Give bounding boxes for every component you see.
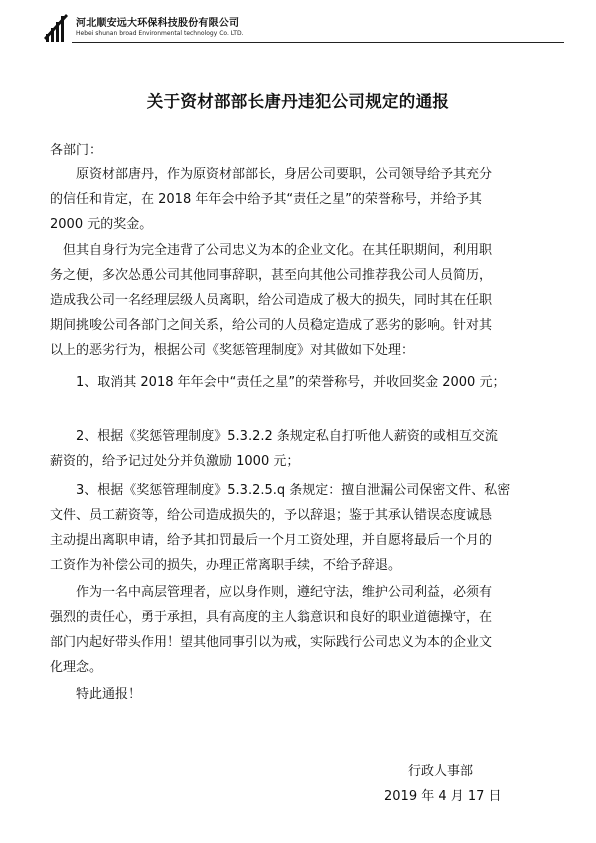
paragraph-line: 工资作为补偿公司的损失，办理正常离职手续，不给予辞退。 [50,558,402,573]
signature-date: 2019 年 4 月 17 日 [384,789,502,804]
conclusion-paragraph [50,580,492,680]
paragraph-line: 部门内起好带头作用！望其他同事引以为戒，实际践行公司忠义为本的企业文 [50,635,493,650]
document-title: 关于资材部部长唐丹违犯公司规定的通报 [146,92,450,111]
paragraph-line: 作为一名中高层管理者，应以身作则，遵纪守法，维护公司利益，必须有 [76,585,493,600]
paragraph-line: 的信任和肯定，在 2018 年年会中给予其“责任之星”的荣誉称号，并给予其 [50,192,482,207]
company-logo-icon [44,12,72,42]
company-name-en: Hebei shunan broad Environmental technology Co. LTD. [76,30,244,37]
paragraph-2 [50,238,492,363]
paragraph-line: 薪资的，给予记过处分并负激励 1000 元； [50,454,300,469]
paragraph-line: 强烈的责任心，勇于承担，具有高度的主人翁意识和良好的职业道德操守，在 [50,610,493,625]
paragraph-line: 2000 元的奖金。 [50,217,153,232]
paragraph-line: 期间挑唆公司各部门之间关系，给公司的人员稳定造成了恶劣的影响。针对其 [50,318,493,333]
paragraph-line: 原资材部唐丹，作为原资材部部长，身居公司要职，公司领导给予其充分 [76,167,493,182]
signature-department: 行政人事部 [408,764,474,779]
paragraph-line: 2、根据《奖惩管理制度》5.3.2.2 条规定私自打听他人薪资的或相互交流 [76,429,498,444]
header-divider [72,42,564,43]
company-name-cn: 河北顺安远大环保科技股份有限公司 [76,18,240,29]
paragraph-line: 主动提出离职申请，给予其扣罚最后一个月工资处理，并自愿将最后一个月的 [50,533,493,548]
measure-2 [50,424,498,474]
paragraph-line: 但其自身行为完全违背了公司忠义为本的企业文化。在其任职期间，利用职 [63,243,493,258]
letterhead [44,8,564,46]
closing-paragraph [50,682,141,707]
paragraph-1 [50,162,492,237]
paragraph-line: 文件、员工薪资等，给公司造成损失的，予以辞退；鉴于其承认错误态度诚恳 [50,508,493,523]
paragraph-line: 造成我公司一名经理层级人员离职，给公司造成了极大的损失，同时其在任职 [50,293,493,308]
paragraph-line: 以上的恶劣行为，根据公司《奖惩管理制度》对其做如下处理： [50,343,415,358]
paragraph-line: 化理念。 [50,660,103,675]
paragraph-line: 务之便，多次怂恿公司其他同事辞职，甚至向其他公司推荐我公司人员简历， [50,268,493,283]
paragraph-line: 1、取消其 2018 年年会中“责任之星”的荣誉称号，并收回奖金 2000 元； [76,375,506,390]
measure-3 [50,478,510,578]
measure-1 [50,370,505,395]
salutation: 各部门： [50,143,103,158]
paragraph-line: 3、根据《奖惩管理制度》5.3.2.5.q 条规定：擅自泄漏公司保密文件、私密 [76,483,511,498]
paragraph-line: 特此通报！ [76,687,142,702]
